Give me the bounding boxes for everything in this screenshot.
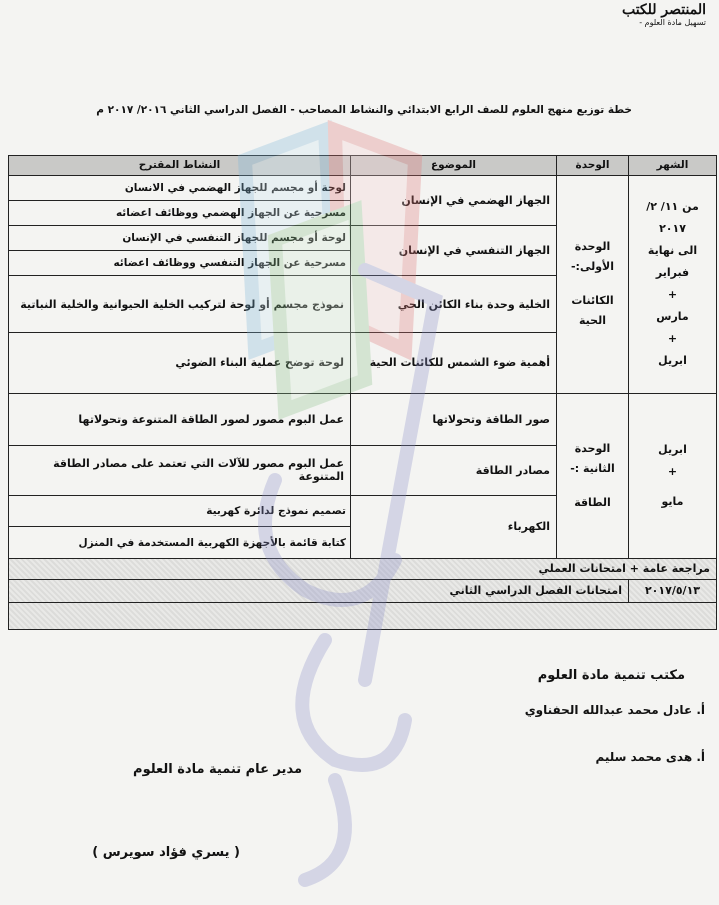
logo-subtitle: - تسهيل مادة العلوم bbox=[639, 18, 706, 27]
activity-item: لوحة أو مجسم للجهاز التنفسي في الإنسان bbox=[9, 226, 350, 251]
activity-cell: عمل البوم مصور للآلات التي تعتمد على مصادر الطاقة المتنوعة bbox=[9, 445, 351, 495]
month-line: الى نهاية فبراير bbox=[647, 244, 698, 280]
header-month: الشهر bbox=[629, 156, 717, 176]
activity-item: مسرحية عن الجهاز الهضمي ووظائف اعضائه bbox=[115, 207, 346, 220]
activity-cell: نموذج مجسم أو لوحة لتركيب الخلية الحيوانية والخلية النباتية bbox=[9, 276, 351, 333]
activity-item: مسرحية عن الجهاز التنفسي ووظائف اعضائه bbox=[113, 257, 346, 270]
review-row bbox=[9, 558, 717, 579]
month-line: + bbox=[667, 288, 678, 302]
unit-line: الوحدة bbox=[574, 441, 611, 455]
blank-cell bbox=[9, 602, 717, 629]
activity-item: تصميم نموذج لدائرة كهربية bbox=[9, 496, 350, 527]
exam-row bbox=[9, 579, 717, 602]
logo-title: المنتصر للكتب bbox=[621, 2, 706, 18]
activity-list bbox=[9, 176, 350, 225]
month-line: مايو bbox=[661, 494, 684, 508]
curriculum-table bbox=[8, 155, 717, 630]
unit-line: الحية bbox=[579, 314, 606, 328]
blank-row bbox=[9, 602, 717, 629]
activity-list bbox=[9, 496, 350, 558]
director-name: ( يسري فؤاد سويرس ) bbox=[92, 845, 240, 860]
office-member: أ. عادل محمد عبدالله الحفناوي bbox=[524, 703, 705, 717]
unit2-label bbox=[557, 393, 629, 558]
director-title: مدير عام تنمية مادة العلوم bbox=[133, 762, 302, 777]
activity-item: لوحة أو مجسم للجهاز الهضمي في الانسان bbox=[9, 176, 350, 201]
exam-label: امتحانات الفصل الدراسي الثاني bbox=[9, 579, 629, 602]
unit1-months bbox=[629, 175, 717, 393]
table-header-row bbox=[9, 156, 717, 176]
month-line: + bbox=[667, 464, 678, 478]
document-title: خطة توزيع منهج العلوم للصف الرابع الابتدائي والنشاط المصاحب - الفصل الدراسي الثاني ٢٠١٦/ ٢٠١٧ م bbox=[96, 104, 632, 116]
topic-cell: مصادر الطاقة bbox=[351, 445, 557, 495]
topic-cell: الجهاز الهضمي في الإنسان bbox=[351, 175, 557, 225]
unit2-months bbox=[629, 393, 717, 558]
activity-cell: عمل البوم مصور لصور الطاقة المتنوعة وتحولاتها bbox=[9, 393, 351, 445]
month-line: من ١١/ ٢/ ٢٠١٧ bbox=[646, 200, 699, 236]
table-row bbox=[9, 175, 717, 225]
topic-cell: الجهاز التنفسي في الإنسان bbox=[351, 226, 557, 276]
activity-cell: لوحة توضح عملية البناء الضوئي bbox=[9, 332, 351, 393]
office-title: مكتب تنمية مادة العلوم bbox=[537, 668, 685, 683]
topic-cell: صور الطاقة وتحولاتها bbox=[351, 393, 557, 445]
unit-line: الأولى:- bbox=[570, 260, 615, 274]
unit1-label bbox=[557, 175, 629, 393]
unit-line: الثانية :- bbox=[570, 461, 615, 475]
header-activity: النشاط المقترح bbox=[9, 156, 351, 176]
logo bbox=[598, 2, 706, 28]
activity-cell bbox=[9, 175, 351, 225]
topic-cell: الخلية وحدة بناء الكائن الحي bbox=[351, 276, 557, 333]
month-line: ابريل bbox=[658, 442, 687, 456]
month-line: + bbox=[667, 332, 678, 346]
unit-line: الكائنات bbox=[571, 294, 614, 308]
office-member: أ. هدى محمد سليم bbox=[595, 750, 705, 764]
month-line: ابريل bbox=[658, 354, 687, 368]
table-row bbox=[9, 393, 717, 445]
month-line: مارس bbox=[656, 310, 689, 324]
header-topic: الموضوع bbox=[351, 156, 557, 176]
topic-cell: أهمية ضوء الشمس للكائنات الحية bbox=[351, 332, 557, 393]
topic-cell: الكهرباء bbox=[351, 496, 557, 559]
review-cell: مراجعة عامة + امتحانات العملي bbox=[9, 558, 717, 579]
header-unit: الوحدة bbox=[557, 156, 629, 176]
unit-line: الطاقة bbox=[574, 495, 611, 509]
activity-cell bbox=[9, 226, 351, 276]
activity-item: كتابة قائمة بالأجهزة الكهربية المستخدمة في المنزل bbox=[78, 536, 346, 549]
unit-line: الوحدة bbox=[574, 240, 611, 254]
activity-list bbox=[9, 226, 350, 275]
activity-cell bbox=[9, 496, 351, 559]
exam-date: ٢٠١٧/٥/١٣ bbox=[629, 579, 717, 602]
